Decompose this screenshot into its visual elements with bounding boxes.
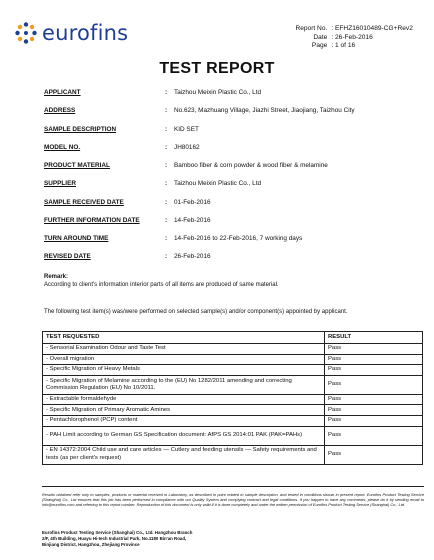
- table-row: [43, 344, 423, 355]
- test-result: Pass: [325, 344, 423, 355]
- test-result: Pass: [325, 365, 423, 376]
- field-label: SAMPLE RECEIVED DATE: [44, 198, 124, 206]
- remark-text: According to client's information interior parts of all items are produced of same material.: [44, 282, 279, 288]
- test-name: - EN 14372:2004 Child use and care articles — Cutlery and feeding utensils — Safety requirements and tests (as per client's request): [43, 445, 325, 464]
- field-label: ADDRESS: [44, 107, 76, 115]
- field-revised-date: REVISED DATE : 26-Feb-2016: [44, 251, 424, 269]
- disclaimer: Results obtained refer only to samples, products or material received in Laboratory, as described in point related to sample description, and tested in conditions shown in present report. Eurofins Product Testing Service (Shanghai) Co., Ltd ensures that this job has been performed in compliance with our Quality System and complying contract and legal conditions. If you happen to have any comments, please do it by sending email to info@eurofins.com and referring to this report number. Reproduction of this document is only valid if it is done completely and under the written permission of Eurofins Product Testing Service (Shanghai) Co., Ltd.: [42, 492, 424, 508]
- field-label: FURTHER INFORMATION DATE: [44, 216, 140, 224]
- table-row: [43, 415, 423, 426]
- table-row: [43, 354, 423, 365]
- field-value: Taizhou Meixin Plastic Co., Ltd: [174, 180, 262, 188]
- page-title: TEST REPORT: [159, 60, 275, 77]
- table-row: [43, 445, 423, 464]
- test-name: - Specific Migration of Melamine according to the (EU) No 1282/2011 amending and correcting Commission Regulation (EU) No 10/2011.: [43, 375, 325, 394]
- field-applicant: APPLICANT : Taizhou Meixin Plastic Co., Ltd: [44, 87, 424, 105]
- lab-address: [42, 530, 192, 548]
- test-result: Pass: [325, 426, 423, 445]
- field-value: Bamboo fiber & corn powder & wood fiber & melamine: [174, 162, 328, 169]
- table-row: [43, 365, 423, 376]
- table-header-row: [43, 332, 423, 344]
- field-supplier: SUPPLIER : Taizhou Meixin Plastic Co., Ltd: [44, 178, 424, 196]
- column-header-test: TEST REQUESTED: [43, 332, 325, 344]
- field-label: TURN AROUND TIME: [44, 235, 109, 242]
- footer-divider: [42, 486, 424, 487]
- test-name: - PAH Limit according to German GS Specification document: AfPS GS 2014:01 PAK (PAK=PAHs): [43, 426, 325, 445]
- report-fields: [44, 87, 424, 270]
- test-name: - Extractable formaldehyde: [43, 394, 325, 405]
- test-result: Pass: [325, 375, 423, 394]
- field-address: ADDRESS : No.623, Mazhuang Village, Jiazhi Street, Jiaojiang, Taizhou City: [44, 105, 424, 123]
- field-label: PRODUCT MATERIAL: [44, 162, 110, 169]
- field-value: No.623, Mazhuang Village, Jiazhi Street, Jiaojiang, Taizhou City: [174, 107, 355, 115]
- page-number: 1 of 16: [335, 42, 356, 50]
- report-date: 26-Feb-2016: [335, 33, 373, 41]
- field-label: REVISED DATE: [44, 253, 91, 261]
- table-row: [43, 405, 423, 416]
- report-no-label: Report No.: [295, 25, 328, 32]
- field-product-material: PRODUCT MATERIAL : Bamboo fiber & corn powder & wood fiber & melamine: [44, 160, 424, 178]
- test-result: Pass: [325, 415, 423, 426]
- test-name: - Pentachlorophenol (PCP) content: [43, 415, 325, 426]
- logo-wordmark: eurofins: [42, 21, 129, 45]
- page-label: Page: [311, 42, 328, 50]
- test-result: Pass: [325, 445, 423, 464]
- field-label: SUPPLIER: [44, 180, 76, 188]
- test-result: Pass: [325, 394, 423, 405]
- table-row: [43, 394, 423, 405]
- field-value: JH80162: [174, 143, 200, 151]
- test-name: - Specific Migration of Primary Aromatic Amines: [43, 405, 325, 416]
- test-result: Pass: [325, 354, 423, 365]
- address-line: Binjiang District, Hangzhou, Zhejiang Province: [42, 542, 140, 547]
- remark: [44, 273, 424, 289]
- date-label: Date: [313, 33, 328, 41]
- table-row: [43, 426, 423, 445]
- field-label: APPLICANT: [44, 89, 81, 96]
- address-line: Eurofins Product Testing Service (Shanghai) Co., Ltd. Hangzhou Branch: [42, 530, 193, 535]
- test-name: - Specific Migration of Heavy Metals: [43, 365, 325, 376]
- field-value: 26-Feb-2016: [174, 253, 211, 261]
- field-value: KID SET: [174, 125, 199, 133]
- field-value: 14-Feb-2016 to 22-Feb-2016, 7 working days: [174, 235, 303, 242]
- field-value: 01-Feb-2016: [174, 198, 211, 206]
- field-value: 14-Feb-2016: [174, 216, 211, 224]
- field-turn-around-time: TURN AROUND TIME : 14-Feb-2016 to 22-Feb-2016, 7 working days: [44, 233, 424, 251]
- field-further-information-date: FURTHER INFORMATION DATE : 14-Feb-2016: [44, 215, 424, 233]
- report-meta: Report No. : EFHZ16010489-CG+Rev2 Date : 26-Feb-2016 Page : 1 of 16: [285, 25, 413, 51]
- dots-logo-icon: [14, 21, 38, 45]
- remark-label: Remark:: [44, 274, 69, 280]
- column-header-result: RESULT: [325, 332, 423, 344]
- table-row: [43, 375, 423, 394]
- test-name: - Overall migration: [43, 354, 325, 365]
- field-sample-description: SAMPLE DESCRIPTION : KID SET: [44, 124, 424, 142]
- address-line: 2/F, 4th Building, Huayu Hi-tech Industrial Park, No.1180 Bin'an Road,: [42, 536, 187, 541]
- field-value: Taizhou Meixin Plastic Co., Ltd: [174, 89, 262, 96]
- field-label: SAMPLE DESCRIPTION: [44, 125, 117, 133]
- field-model-no: MODEL NO. : JH80162: [44, 142, 424, 160]
- results-table: [42, 331, 423, 465]
- test-name: - Sensorial Examination Odour and Taste Test: [43, 344, 325, 355]
- report-no: EFHZ16010489-CG+Rev2: [335, 25, 413, 32]
- eurofins-logo: [14, 21, 128, 45]
- field-sample-received-date: SAMPLE RECEIVED DATE : 01-Feb-2016: [44, 197, 424, 215]
- field-label: MODEL NO.: [44, 143, 81, 151]
- test-result: Pass: [325, 405, 423, 416]
- test-statement: The following test item(s) was/were performed on selected sample(s) and/or component(s) appointed by applicant.: [44, 309, 348, 315]
